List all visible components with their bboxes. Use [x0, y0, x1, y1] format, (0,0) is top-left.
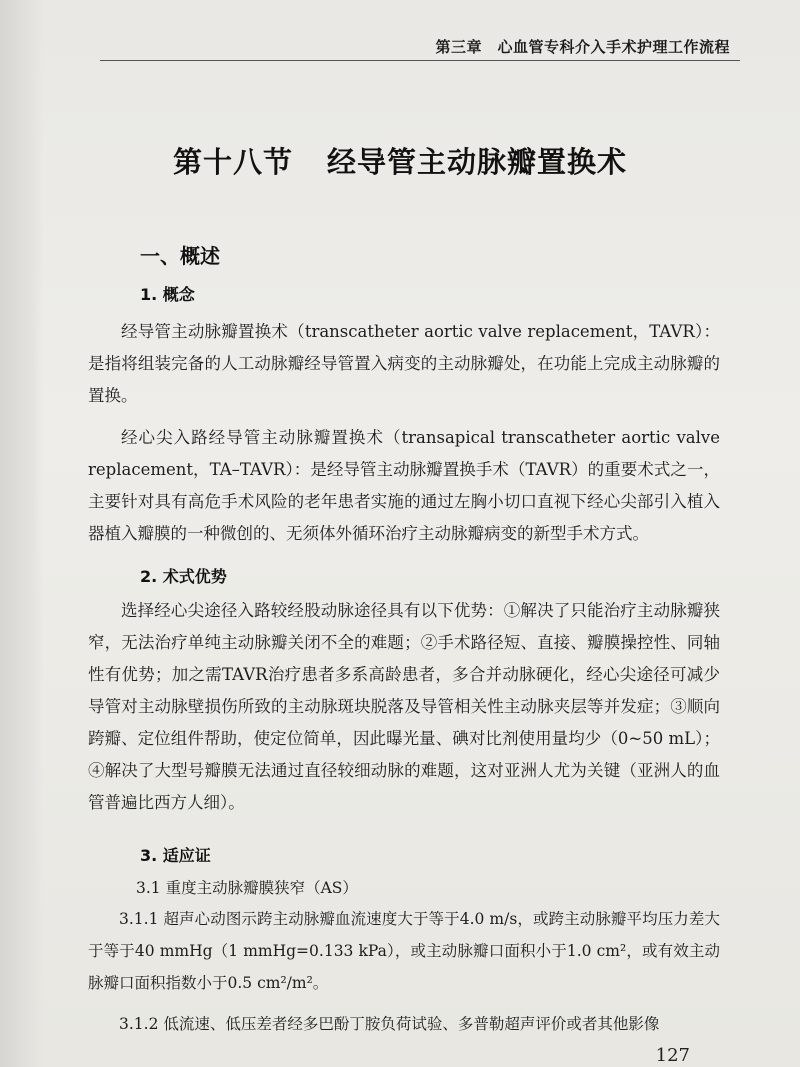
header-rule	[100, 60, 740, 61]
heading-concept: 1. 概念	[140, 285, 195, 304]
running-header: 第三章 心血管专科介入手术护理工作流程	[435, 38, 730, 56]
heading-overview: 一、概述	[140, 244, 220, 268]
paragraph-3-1-2: 3.1.2 低流速、低压差者经多巴酚丁胺负荷试验、多普勒超声评价或者其他影像	[119, 1015, 660, 1033]
page-number: 127	[655, 1045, 690, 1066]
paragraph-ta-tavr-definition: 经心尖入路经导管主动脉瓣置换术（transapical transcatheter aortic valve replacement，TA–TAVR）：是经导管主动脉瓣置换手术（TAVR）的重要术式之一，主要针对具有高危手术风险的老年患者实施的通过左胸小切口直视下经心尖部引入植入器植入瓣膜的一种微创的、无须体外循环治疗主动脉瓣病变的新型手术方式。	[88, 428, 720, 543]
heading-advantage: 2. 术式优势	[140, 567, 227, 586]
section-title	[0, 140, 800, 181]
section-title-text: 经导管主动脉瓣置换术	[327, 145, 628, 179]
paragraph-advantages: 选择经心尖途径入路较经股动脉途径具有以下优势：①解决了只能治疗主动脉瓣狭窄，无法治疗单纯主动脉瓣关闭不全的难题；②手术路径短、直接、瓣膜操控性、同轴性有优势；加之需TAVR治疗患者多系高龄患者，多合并动脉硬化，经心尖途径可减少导管对主动脉壁损伤所致的主动脉斑块脱落及导管相关性主动脉夹层等并发症；③顺向跨瓣、定位组件帮助，使定位简单，因此曝光量、碘对比剂使用量均少（0~50 mL）；④解决了大型号瓣膜无法通过直径较细动脉的难题，这对亚洲人尤为关键（亚洲人的血管普遍比西方人细）。	[88, 601, 720, 812]
section-number: 第十八节	[172, 145, 293, 179]
heading-indication: 3. 适应证	[140, 846, 211, 865]
paragraph-tavr-definition: 经导管主动脉瓣置换术（transcatheter aortic valve replacement，TAVR）：是指将组装完备的人工动脉瓣经导管置入病变的主动脉瓣处，在功能上完成主动脉瓣的置换。	[88, 322, 720, 405]
paragraph-3-1-1: 3.1.1 超声心动图示跨主动脉瓣血流速度大于等于4.0 m/s，或跨主动脉瓣平均压力差大于等于40 mmHg（1 mmHg=0.133 kPa），或主动脉瓣口面积小于1.0 cm²，或有效主动脉瓣口面积指数小于0.5 cm²/m²。	[88, 910, 720, 992]
heading-severe-as: 3.1 重度主动脉瓣膜狭窄（AS）	[136, 879, 358, 897]
